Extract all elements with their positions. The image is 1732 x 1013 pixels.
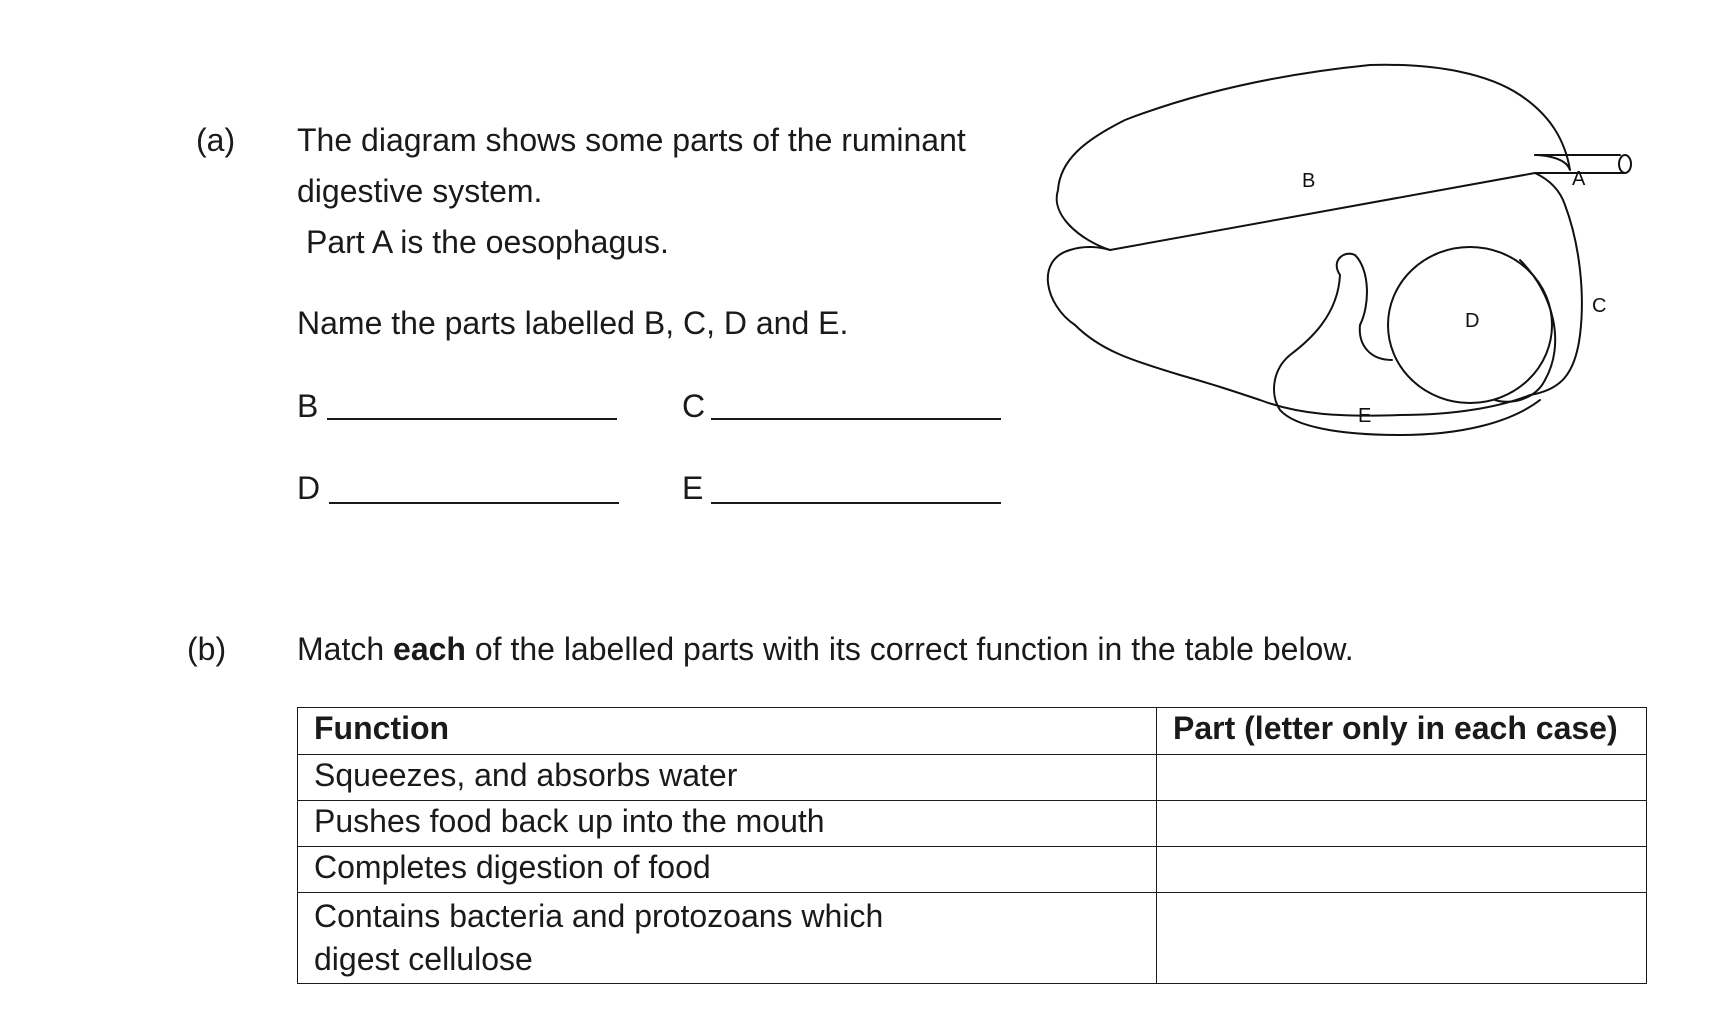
function-cell: Squeezes, and absorbs water — [298, 755, 1157, 801]
instruction-start: Match — [297, 631, 385, 667]
intro-line-1: The diagram shows some parts of the ruminant — [297, 122, 966, 158]
diagram-label-b: B — [1302, 170, 1316, 192]
intro-line-3: Part A is the oesophagus. — [306, 224, 669, 260]
part-answer-cell[interactable] — [1157, 847, 1647, 893]
rumen-outline — [1048, 65, 1582, 416]
answer-label-c: C — [682, 388, 706, 424]
diagram-label-d: D — [1465, 310, 1480, 332]
diagram-label-a: A — [1572, 168, 1586, 190]
diagram-label-c: C — [1592, 295, 1607, 317]
omasum — [1495, 260, 1555, 402]
ruminant-stomach-diagram — [1040, 55, 1640, 475]
function-table — [297, 707, 1647, 984]
answer-line-d[interactable] — [329, 502, 619, 504]
answer-line-c[interactable] — [711, 418, 1001, 420]
diagram-label-e: E — [1358, 405, 1372, 427]
part-answer-cell[interactable] — [1157, 801, 1647, 847]
part-answer-cell[interactable] — [1157, 893, 1647, 984]
part-b-instruction — [297, 633, 1354, 665]
answer-label-e: E — [682, 470, 704, 506]
function-cell: Contains bacteria and protozoans which digest cellulose — [298, 893, 1157, 984]
function-cell: Pushes food back up into the mouth — [298, 801, 1157, 847]
table-row — [298, 801, 1647, 847]
table-header-row — [298, 708, 1647, 755]
part-a-label: (a) — [196, 122, 236, 158]
instruction-end: of the labelled parts with its correct function in the table below. — [474, 631, 1354, 667]
answer-line-e[interactable] — [711, 502, 1001, 504]
table-row — [298, 847, 1647, 893]
answer-label-b: B — [297, 388, 319, 424]
intro-line-2: digestive system. — [297, 173, 543, 209]
answer-label-d: D — [297, 470, 321, 506]
header-part: Part (letter only in each case) — [1157, 708, 1647, 755]
header-function: Function — [298, 708, 1157, 755]
function-cell: Completes digestion of food — [298, 847, 1157, 893]
table-row — [298, 893, 1647, 984]
question-instruction: Name the parts labelled B, C, D and E. — [297, 305, 849, 341]
instruction-bold: each — [393, 631, 466, 667]
abomasum — [1274, 254, 1540, 435]
part-answer-cell[interactable] — [1157, 755, 1647, 801]
part-b-label: (b) — [187, 631, 227, 667]
answer-line-b[interactable] — [327, 418, 617, 420]
table-row — [298, 755, 1647, 801]
